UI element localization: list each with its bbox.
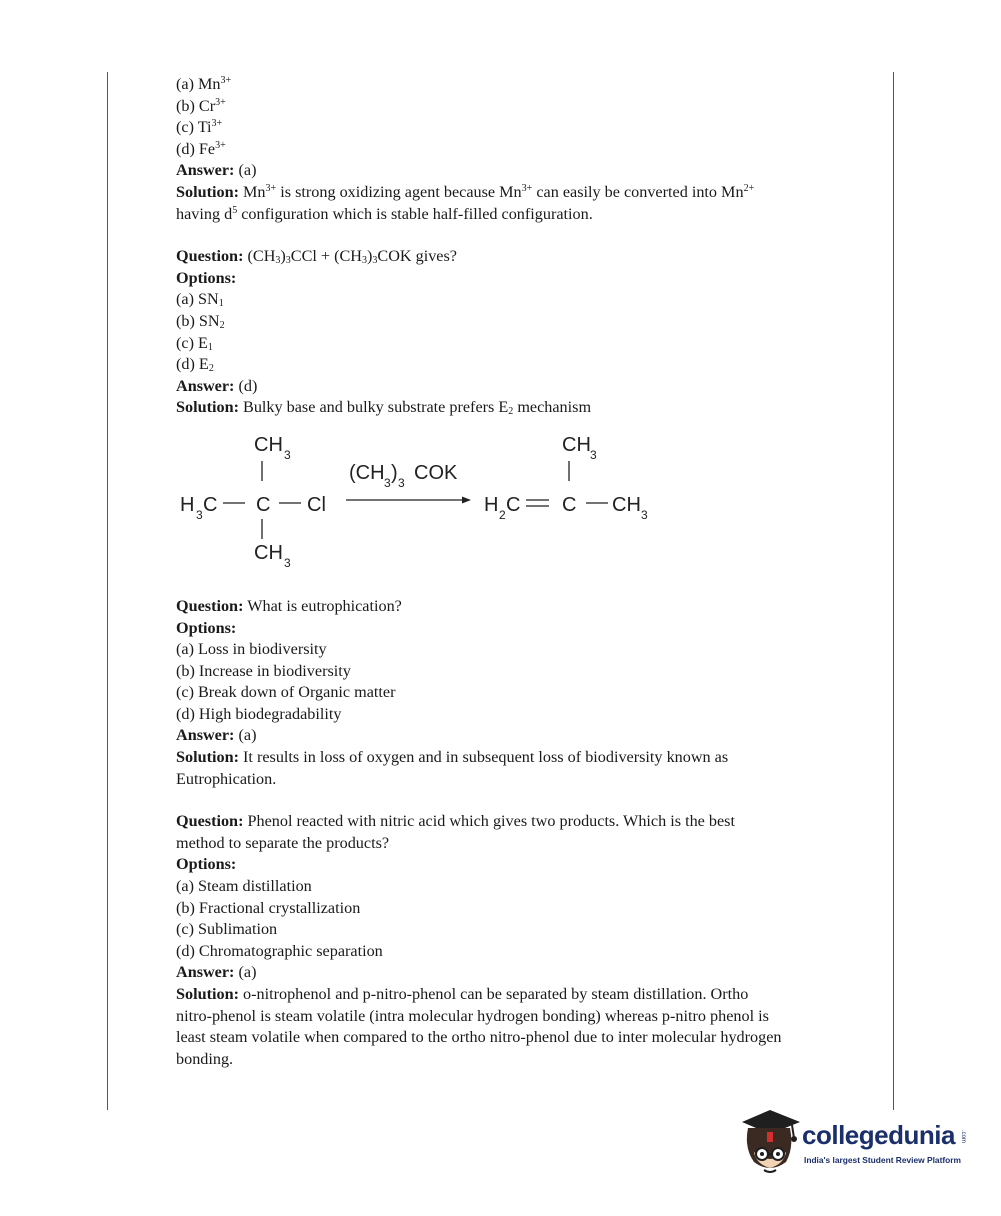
- chlorine: Cl: [307, 493, 326, 516]
- q1-solution-line-1: Solution: $Mn^{3+}$ is strong oxidizing agent because $Mn^{3+}$ can easily be converted into $Mn^{2+}$: [176, 182, 755, 201]
- q4-answer: Answer: (a): [176, 963, 257, 982]
- q2-solution: Solution: Bulky base and bulky substrate prefers $E_2$ mechanism: [176, 398, 592, 418]
- product-central-carbon: C: [562, 493, 577, 516]
- left-methyl-h: H: [180, 493, 195, 516]
- reagent-close: ): [391, 461, 398, 484]
- q1-option-d: (d) $Fe^{3+}$: [176, 139, 226, 158]
- q3-option-d: (d) High biodegradability: [176, 704, 342, 723]
- q1-answer: Answer: (a): [176, 161, 257, 180]
- collegedunia-logo[interactable]: [740, 1108, 970, 1183]
- q1-option-c: (c) $Ti^{3+}$: [176, 118, 223, 137]
- product-right-sub: 3: [641, 507, 648, 522]
- q3-solution-line-1: Solution: It results in loss of oxygen and in subsequent loss of biodiversity known as: [176, 748, 729, 767]
- q4-question-line-2: method to separate the products?: [176, 833, 390, 852]
- q3-question: Question: What is eutrophication?: [176, 596, 402, 615]
- left-margin-rule: [107, 72, 108, 1110]
- product-methyl-ch: CH: [562, 433, 591, 456]
- left-methyl-c: C: [203, 493, 218, 516]
- central-carbon: C: [256, 493, 271, 516]
- reagent-sub-inner: 3: [384, 475, 391, 490]
- q4-option-c: (c) Sublimation: [176, 920, 278, 939]
- elimination-reaction-diagram: [176, 423, 696, 573]
- q4-solution-line-3: least steam volatile when compared to the ortho nitro-phenol due to inter molecular hydrogen: [176, 1028, 782, 1047]
- top-methyl-sub: 3: [284, 447, 291, 462]
- mascot-icon: [740, 1108, 802, 1180]
- q2-option-c: (c) $E_1$: [176, 333, 213, 353]
- document-body: [176, 74, 836, 1070]
- product-h-sub: 2: [499, 507, 506, 522]
- logo-tagline: India's largest Student Review Platform: [804, 1155, 961, 1165]
- q1-solution-line-2: having $d^5$ configuration which is stable half-filled configuration.: [176, 204, 593, 223]
- q3-options-heading: Options:: [176, 618, 237, 637]
- product-ch2-c: C: [506, 493, 521, 516]
- q2-question: Question: $(CH_3)_3CCl + (CH_3)_3COK$ gives?: [176, 247, 457, 267]
- q2-option-d: (d) $E_2$: [176, 355, 214, 375]
- q3-option-c: (c) Break down of Organic matter: [176, 683, 396, 702]
- q3-option-b: (b) Increase in biodiversity: [176, 661, 351, 680]
- reagent-sub-outer: 3: [398, 475, 405, 490]
- left-methyl-sub: 3: [196, 507, 203, 522]
- q4-option-a: (a) Steam distillation: [176, 877, 312, 896]
- q2-answer: Answer: (d): [176, 376, 258, 395]
- q2-options-heading: Options:: [176, 268, 237, 287]
- q4-solution-line-4: bonding.: [176, 1049, 234, 1068]
- reagent-open: (CH: [349, 461, 385, 484]
- q4-option-d: (d) Chromatographic separation: [176, 941, 383, 960]
- product-h: H: [484, 493, 499, 516]
- bottom-methyl-ch: CH: [254, 541, 283, 564]
- q3-option-a: (a) Loss in biodiversity: [176, 640, 327, 659]
- q3-answer: Answer: (a): [176, 726, 257, 745]
- q1-option-b: (b) $Cr^{3+}$: [176, 96, 226, 115]
- right-margin-rule: [893, 72, 894, 1110]
- q2-option-b: (b) $SN_2$: [176, 311, 225, 331]
- logo-dotcom: .com: [960, 1130, 966, 1144]
- product-right-ch: CH: [612, 493, 641, 516]
- q2-option-a: (a) $SN_1$: [176, 290, 224, 310]
- logo-wordmark: collegedunia: [802, 1120, 955, 1150]
- q4-option-b: (b) Fractional crystallization: [176, 898, 361, 917]
- top-methyl-ch: CH: [254, 433, 283, 456]
- q4-options-heading: Options:: [176, 855, 237, 874]
- q3-solution-line-2: Eutrophication.: [176, 769, 277, 788]
- reaction-arrowhead: [462, 496, 471, 503]
- reagent-cok: COK: [414, 461, 458, 484]
- product-methyl-sub: 3: [590, 447, 597, 462]
- bottom-methyl-sub: 3: [284, 555, 291, 570]
- q4-question-line-1: Question: Phenol reacted with nitric acid which gives two products. Which is the best: [176, 812, 735, 831]
- q4-solution-line-2: nitro-phenol is steam volatile (intra molecular hydrogen bonding) whereas p-nitro phenol is: [176, 1006, 769, 1025]
- q4-solution-line-1: Solution: o-nitrophenol and p-nitro-phenol can be separated by steam distillation. Ortho: [176, 985, 749, 1003]
- q1-option-a: (a) $Mn^{3+}$: [176, 75, 232, 93]
